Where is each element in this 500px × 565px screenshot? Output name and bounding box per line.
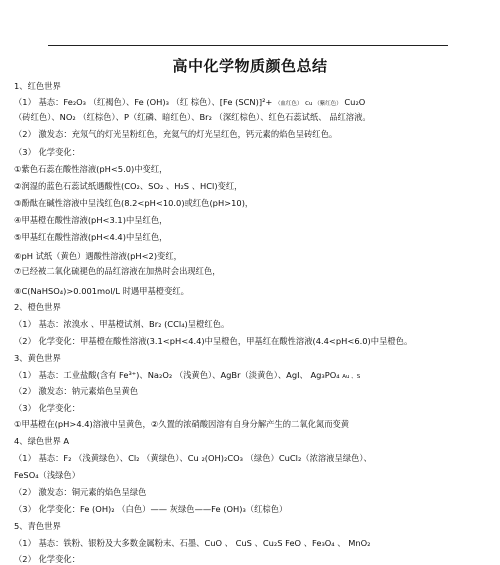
- text-line: [14, 96, 365, 110]
- section-heading-orange: 2、橙色世界: [14, 302, 61, 312]
- text-line: ⑦已经被二氧化硫褪色的品红溶液在加热时会出现红色，: [14, 266, 221, 276]
- text-line: （3） 化学变化：: [14, 403, 80, 413]
- text-line: （2） 化学变化：: [14, 554, 80, 564]
- text-line: ⑧C(NaHSO₄)>0.001mol/L 时遇甲基橙变红。: [14, 286, 189, 296]
- section-heading-red: 1、红色世界: [14, 81, 61, 91]
- text-line: （2） 化学变化：甲基橙在酸性溶液(3.1<pH<4.4)中呈橙色，甲基红在酸性溶液(4.4<pH<6.0)中呈橙色。: [14, 336, 413, 346]
- page-title: 高中化学物质颜色总结: [172, 57, 328, 75]
- text-segment: Cu₂O: [344, 97, 366, 107]
- text-line: （1） 基态：浓溴水 、甲基橙试剂、Br₂ (CCl₄)呈橙红色。: [14, 319, 230, 329]
- text-line: （2） 激发态：充氖气的灯光呈粉红色，充氦气的灯光呈红色，钙元素的焰色呈砖红色。: [14, 129, 338, 139]
- text-line: （砖红色）、NO₂ （红棕色）、P（红磷、暗红色）、Br₂ （深红棕色）、红色石蕊试纸、 品红溶液。: [14, 112, 371, 122]
- text-line: ②润湿的蓝色石蕊试纸遇酸性(CO₂、SO₂ 、H₂S 、HCl)变红，: [14, 181, 243, 191]
- text-line: ①甲基橙在(pH>4.4)溶液中呈黄色，②久置的浓硝酸因溶有自身分解产生的二氧化氮而变黄: [14, 419, 350, 429]
- annotation-note: （血红色）: [275, 101, 303, 107]
- section-heading-yellow: 3、黄色世界: [14, 353, 61, 363]
- text-line: FeSO₄（浅绿色）: [14, 470, 81, 480]
- text-line: ①紫色石蕊在酸性溶液(pH<5.0)中变红，: [14, 164, 168, 174]
- text-line: （3） 化学变化：Fe (OH)₂ （白色）—— 灰绿色——Fe (OH)₃（红棕色）: [14, 504, 288, 514]
- text-line: [14, 369, 360, 383]
- text-line: （2） 激发态：铜元素的焰色呈绿色: [14, 487, 147, 497]
- text-line: （1） 基态：F₂ （浅黄绿色）、Cl₂ （黄绿色）、Cu ₂(OH)₂CO₃ （绿色）CuCl₂（浓溶液呈绿色）、: [14, 453, 372, 463]
- text-segment: （1） 基态：工业盐酸(含有 Fe³⁺)、Na₂O₂ （浅黄色）、AgBr（淡黄色）、AgI、 Ag₃PO₄: [14, 370, 340, 380]
- annotation-note: Cu （紫红色）: [305, 101, 342, 107]
- section-heading-green: 4、绿色世界 A: [14, 436, 70, 446]
- top-rule: [48, 45, 448, 46]
- annotation-note: Au 、S: [342, 374, 361, 380]
- section-heading-cyan: 5、青色世界: [14, 521, 61, 531]
- text-line: （3） 化学变化：: [14, 147, 80, 157]
- text-line: （2） 激发态：钠元素焰色呈黄色: [14, 386, 139, 396]
- text-line: ④甲基橙在酸性溶液(pH<3.1)中呈红色，: [14, 215, 168, 225]
- text-line: （1） 基态：铁粉、银粉及大多数金属粉末、石墨、CuO 、 CuS 、Cu₂S FeO 、Fe₃O₄ 、 MnO₂: [14, 538, 371, 548]
- text-line: ⑥pH 试纸（黄色）遇酸性溶液(pH<2)变红，: [14, 251, 182, 261]
- text-segment: （1） 基态：Fe₂O₃ （红褐色）、Fe (OH)₃ （红 棕色）、[Fe (SCN)]²+: [14, 97, 273, 107]
- text-line: ③酚酞在碱性溶液中呈浅红色(8.2<pH<10.0)或红色(pH>10)，: [14, 198, 254, 208]
- text-line: ⑤甲基红在酸性溶液(pH<4.4)中呈红色，: [14, 232, 168, 242]
